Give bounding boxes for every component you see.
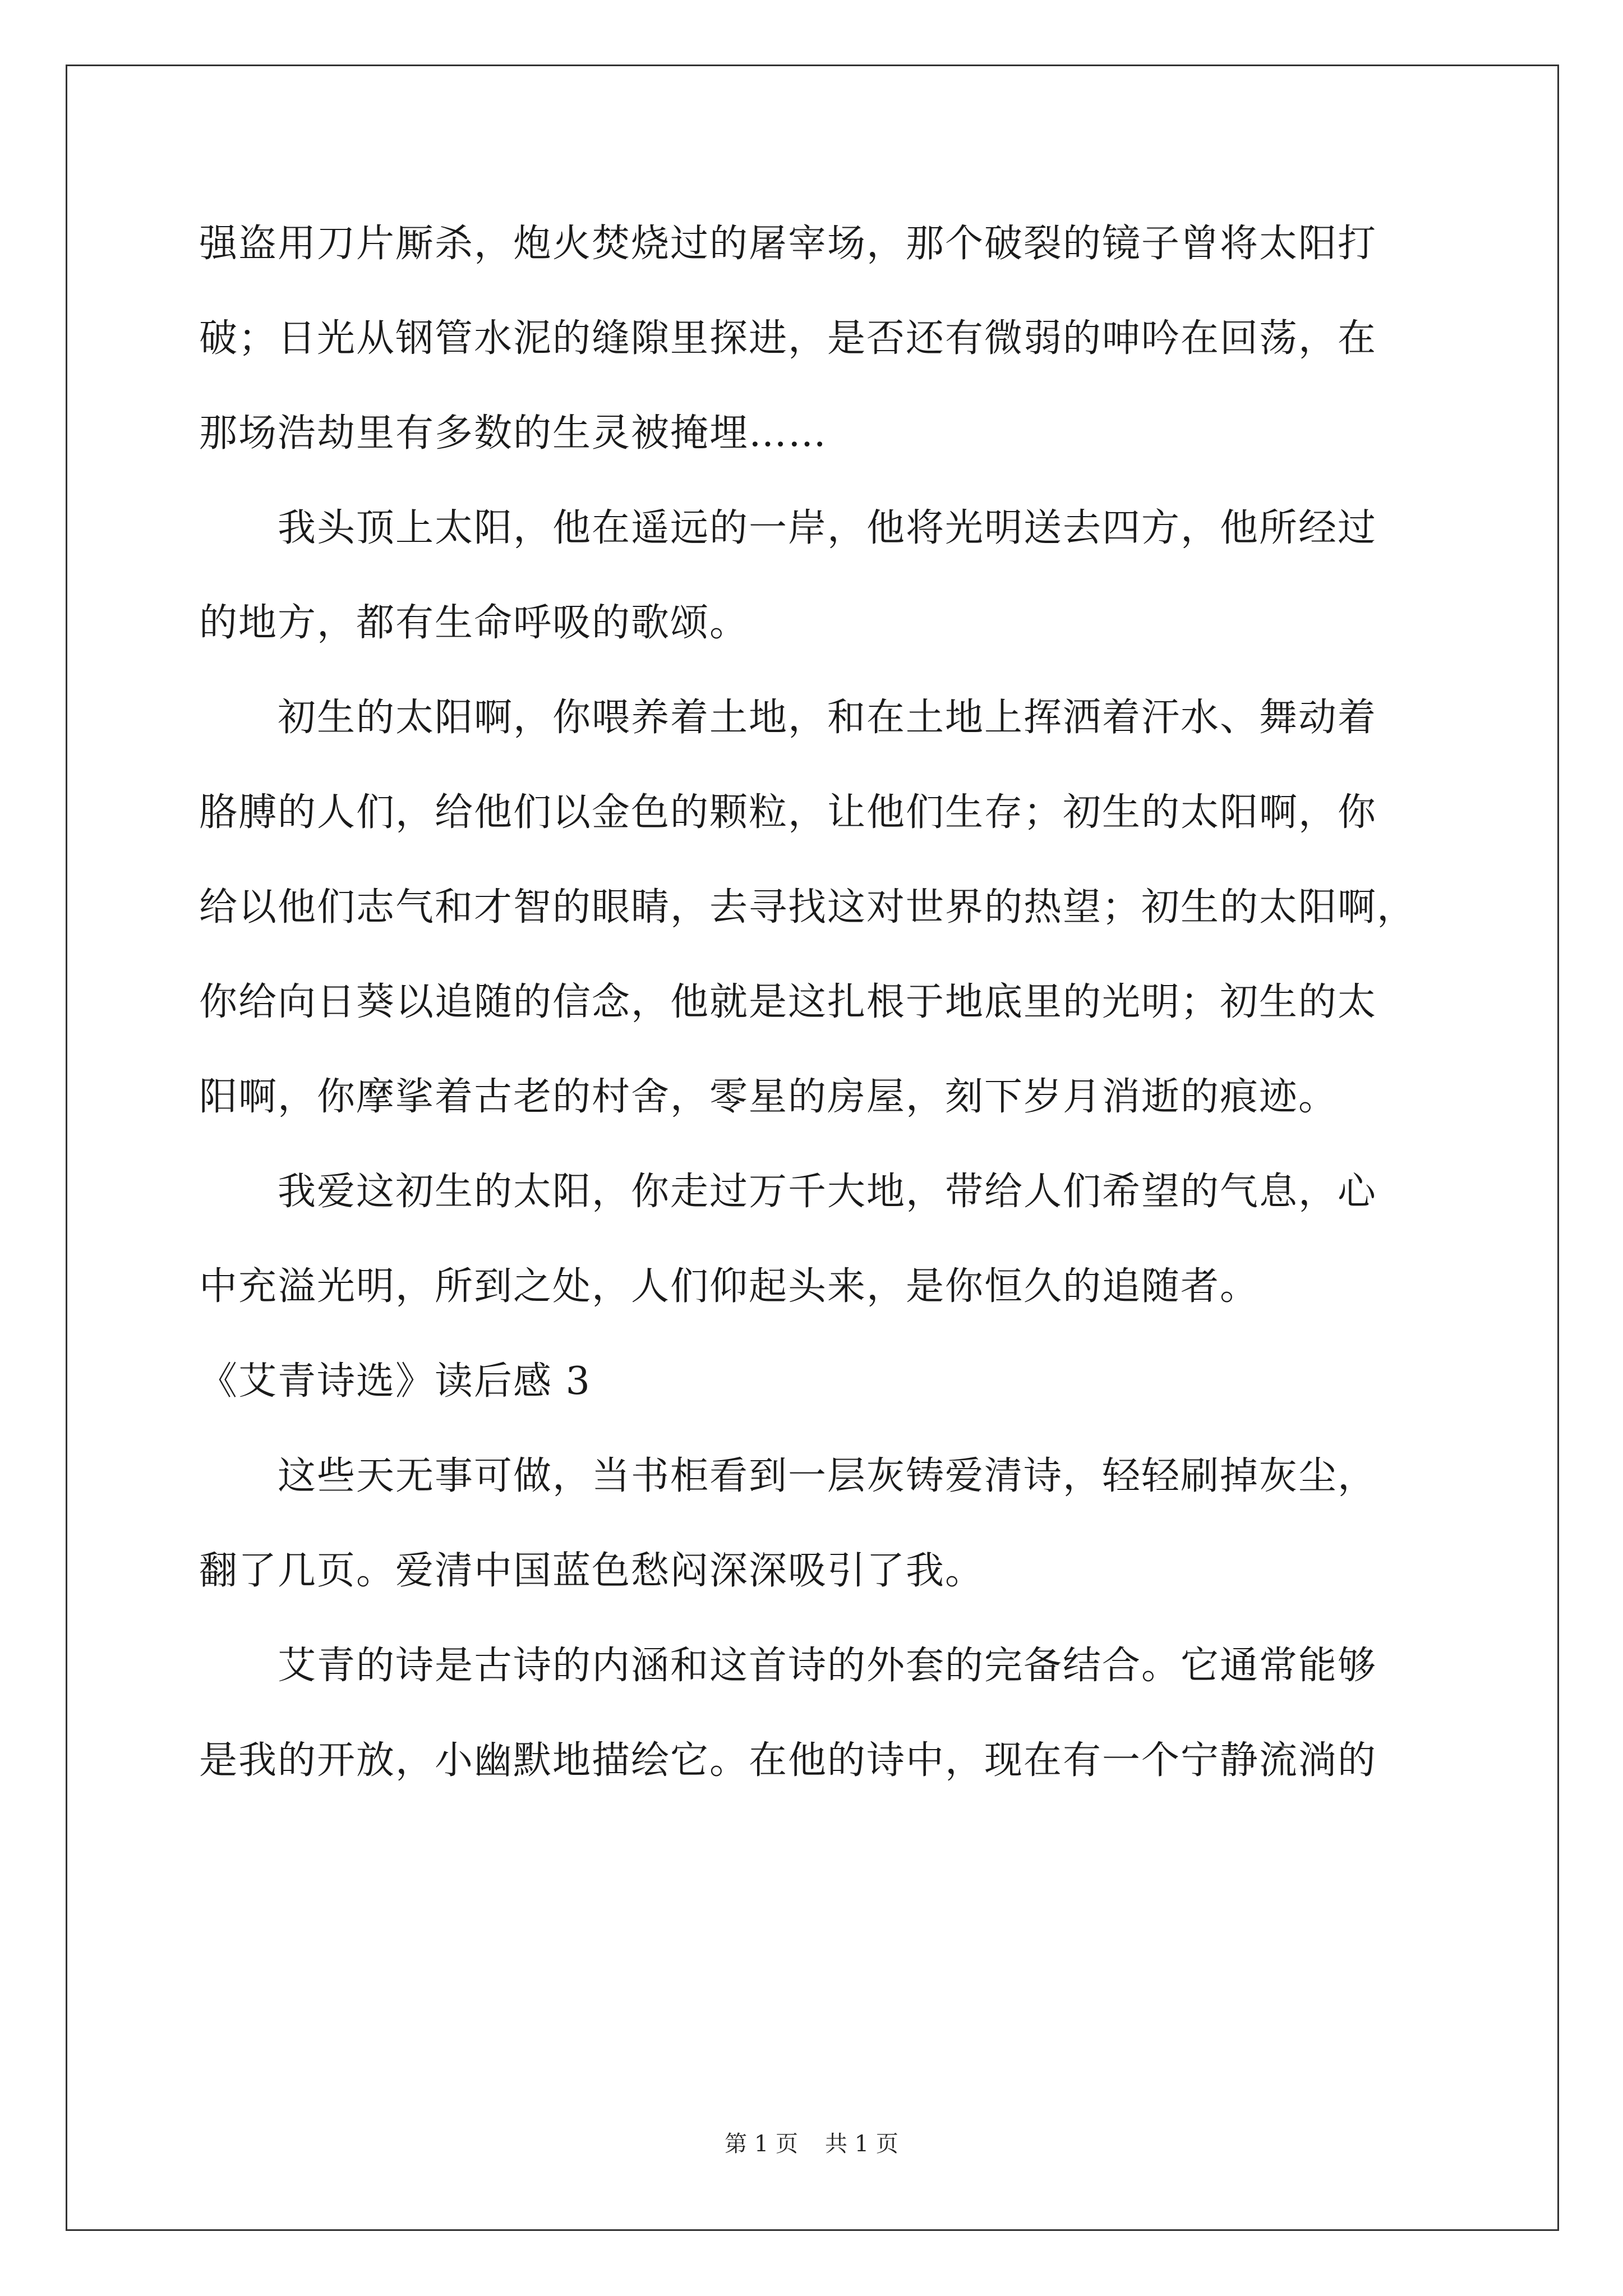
text-line: 给以他们志气和才智的眼睛，去寻找这对世界的热望；初生的太阳啊， (199, 885, 1417, 930)
text-line: 破；日光从钢管水泥的缝隙里探进，是否还有微弱的呻吟在回荡，在 (199, 316, 1377, 361)
paragraph-start-line: 这些天无事可做，当书柜看到一层灰铸爱清诗，轻轻刷掉灰尘， (278, 1454, 1377, 1498)
text-line: 那场浩劫里有多数的生灵被掩埋…… (199, 411, 828, 455)
document-body (199, 196, 1430, 1808)
paragraph-start-line: 我爱这初生的太阳，你走过万千大地，带给人们希望的气息，心 (278, 1170, 1377, 1214)
text-line: 强盗用刀片厮杀，炮火焚烧过的屠宰场，那个破裂的镜子曾将太阳打 (199, 222, 1377, 266)
text-line: 中充溢光明，所到之处，人们仰起头来，是你恒久的追随者。 (199, 1264, 1260, 1309)
paragraph-start-line: 艾青的诗是古诗的内涵和这首诗的外套的完备结合。它通常能够 (278, 1644, 1377, 1688)
paragraph-start-line: 初生的太阳啊，你喂养着土地，和在土地上挥洒着汗水、舞动着 (278, 696, 1377, 740)
text-line: 是我的开放，小幽默地描绘它。在他的诗中，现在有一个宁静流淌的 (199, 1738, 1377, 1783)
text-line: 胳膊的人们，给他们以金色的颗粒，让他们生存；初生的太阳啊，你 (199, 790, 1377, 835)
page-number: 第 1 页 (725, 2131, 798, 2157)
page-footer (0, 2126, 1623, 2158)
section-heading: 《艾青诗选》读后感 3 (199, 1359, 591, 1404)
paragraph-start-line: 我头顶上太阳，他在遥远的一岸，他将光明送去四方，他所经过 (278, 506, 1377, 550)
text-line: 的地方，都有生命呼吸的歌颂。 (199, 601, 749, 645)
text-line: 翻了几页。爱清中国蓝色愁闷深深吸引了我。 (199, 1549, 985, 1593)
text-line: 你给向日葵以追随的信念，他就是这扎根于地底里的光明；初生的太 (199, 980, 1377, 1024)
page-total: 共 1 页 (825, 2131, 898, 2157)
text-line: 阳啊，你摩挲着古老的村舍，零星的房屋，刻下岁月消逝的痕迹。 (199, 1075, 1338, 1119)
